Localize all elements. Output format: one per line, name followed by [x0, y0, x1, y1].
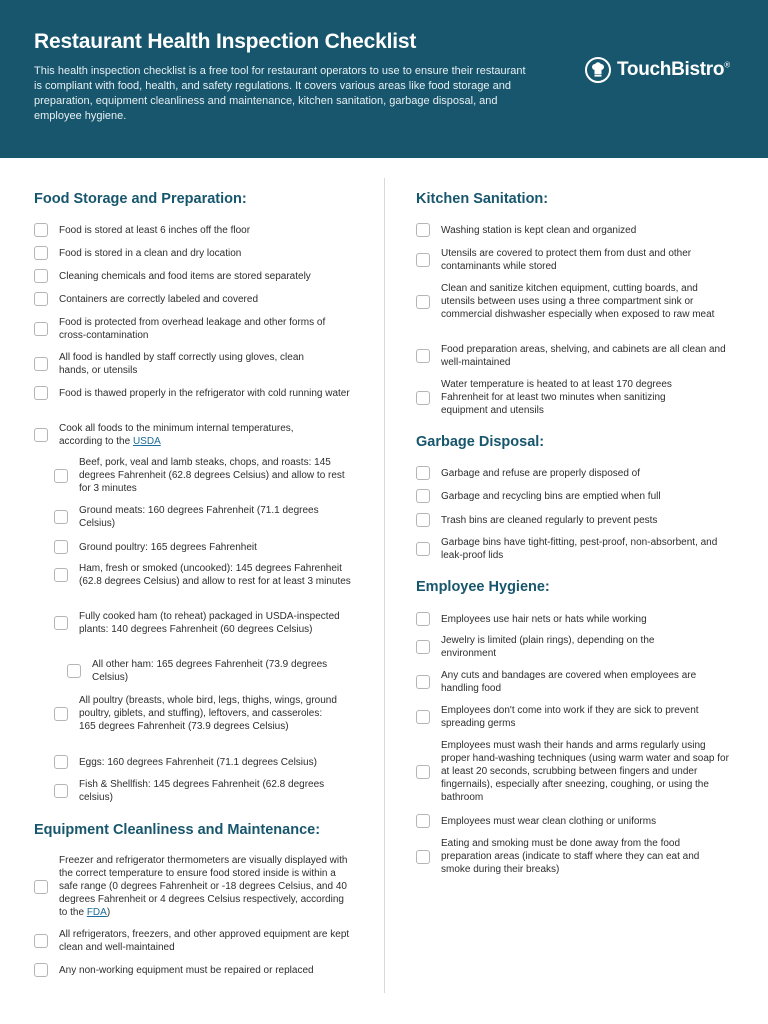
page-description: This health inspection checklist is a free tool for restaurant operators to use to ensure their restaurant is compliant with food, health, and safety regulations. It covers various areas like food storage and preparation, equipment cleanliness and maintenance, kitchen sanitation, garbage disposal, and employee hygiene. — [34, 65, 526, 122]
checklist-item[interactable]: Food is thawed properly in the refrigerator with cold running water — [34, 386, 354, 400]
checkbox-icon[interactable] — [34, 292, 48, 306]
checklist-subitem[interactable]: Ham, fresh or smoked (uncooked): 145 degrees Fahrenheit (62.8 degrees Celsius) and allow to rest for at least 3 minutes — [54, 562, 354, 588]
checkbox-icon[interactable] — [416, 489, 430, 503]
checklist-item[interactable]: Employees use hair nets or hats while working — [416, 612, 736, 626]
checklist-item[interactable]: Freezer and refrigerator thermometers are visually displayed with the correct temperature to ensure food stored inside is within a safe range (0 degrees Fahrenheit or -18 degrees Celsius, and 40 degrees Fahrenheit or 4 degrees Celsius respectively, according to the FDA) — [34, 854, 354, 919]
checkbox-icon[interactable] — [416, 391, 430, 405]
checkbox-icon[interactable] — [34, 934, 48, 948]
brand-name: TouchBistro® — [617, 59, 730, 80]
checklist-subitem[interactable]: Fish & Shellfish: 145 degrees Fahrenheit (62.8 degrees celsius) — [54, 778, 354, 804]
checkbox-icon[interactable] — [416, 814, 430, 828]
checklist-item[interactable]: Cook all foods to the minimum internal temperatures, according to the USDA — [34, 422, 354, 448]
checklist-item[interactable]: Food is stored at least 6 inches off the floor — [34, 223, 354, 237]
checklist-item[interactable]: Washing station is kept clean and organized — [416, 223, 736, 237]
checklist-item[interactable]: Jewelry is limited (plain rings), depending on the environment — [416, 634, 736, 660]
checkbox-icon[interactable] — [34, 963, 48, 977]
checkbox-icon[interactable] — [416, 850, 430, 864]
checkbox-icon[interactable] — [416, 710, 430, 724]
checkbox-icon[interactable] — [34, 322, 48, 336]
checkbox-icon[interactable] — [34, 428, 48, 442]
checkbox-icon[interactable] — [416, 349, 430, 363]
section-title-hygiene: Employee Hygiene: — [416, 579, 550, 595]
checklist-item[interactable]: Food preparation areas, shelving, and cabinets are all clean and well-maintained — [416, 343, 736, 369]
checkbox-icon[interactable] — [416, 223, 430, 237]
chef-hat-icon — [585, 57, 611, 83]
checkbox-icon[interactable] — [416, 640, 430, 654]
checklist-subitem[interactable]: Ground poultry: 165 degrees Fahrenheit — [54, 540, 354, 554]
checklist-item[interactable]: Garbage and refuse are properly disposed of — [416, 466, 736, 480]
checklist-item[interactable]: Any cuts and bandages are covered when employees are handling food — [416, 669, 736, 695]
checklist-item[interactable]: Eating and smoking must be done away from the food preparation areas (indicate to staff where they can eat and smoke during their breaks) — [416, 837, 736, 876]
checkbox-icon[interactable] — [34, 269, 48, 283]
checkbox-icon[interactable] — [34, 386, 48, 400]
checklist-item[interactable]: Food is stored in a clean and dry location — [34, 246, 354, 260]
checklist-subitem[interactable]: Beef, pork, veal and lamb steaks, chops, and roasts: 145 degrees Fahrenheit (62.8 degrees Celsius) and allow to rest for 3 minutes — [54, 456, 354, 495]
fda-link[interactable]: FDA — [86, 907, 107, 918]
section-title-garbage: Garbage Disposal: — [416, 434, 545, 450]
checkbox-icon[interactable] — [34, 357, 48, 371]
checklist-item[interactable]: All food is handled by staff correctly using gloves, clean hands, or utensils — [34, 351, 354, 377]
section-title-kitchen: Kitchen Sanitation: — [416, 191, 549, 207]
checkbox-icon[interactable] — [416, 253, 430, 267]
checkbox-icon[interactable] — [416, 542, 430, 556]
checklist-subitem[interactable]: Eggs: 160 degrees Fahrenheit (71.1 degrees Celsius) — [54, 755, 354, 769]
checkbox-icon[interactable] — [416, 466, 430, 480]
page-title: Restaurant Health Inspection Checklist — [34, 30, 417, 53]
checkbox-icon[interactable] — [34, 246, 48, 260]
usda-link[interactable]: USDA — [132, 436, 161, 447]
checkbox-icon[interactable] — [67, 664, 81, 678]
checklist-item[interactable]: Any non-working equipment must be repaired or replaced — [34, 963, 354, 977]
checkbox-icon[interactable] — [54, 707, 68, 721]
checklist-subitem[interactable]: All other ham: 165 degrees Fahrenheit (73.9 degrees Celsius) — [67, 658, 354, 684]
checklist-subitem[interactable]: Ground meats: 160 degrees Fahrenheit (71.1 degrees Celsius) — [54, 504, 354, 530]
checkbox-icon[interactable] — [416, 675, 430, 689]
section-title-food-storage: Food Storage and Preparation: — [34, 191, 247, 207]
checklist-item[interactable]: Garbage and recycling bins are emptied when full — [416, 489, 736, 503]
checkbox-icon[interactable] — [54, 755, 68, 769]
checkbox-icon[interactable] — [54, 540, 68, 554]
checklist-item[interactable]: Employees don't come into work if they are sick to prevent spreading germs — [416, 704, 736, 730]
checkbox-icon[interactable] — [416, 765, 430, 779]
checkbox-icon[interactable] — [54, 784, 68, 798]
checklist-item[interactable]: Trash bins are cleaned regularly to prevent pests — [416, 513, 736, 527]
brand-logo — [585, 56, 730, 84]
checkbox-icon[interactable] — [54, 568, 68, 582]
checklist-subitem[interactable]: All poultry (breasts, whole bird, legs, thighs, wings, ground poultry, giblets, and stuffing), leftovers, and casseroles: 165 degrees Fahrenheit (73.9 degrees Celsius) — [54, 694, 354, 733]
checkbox-icon[interactable] — [54, 469, 68, 483]
checklist-item[interactable]: Containers are correctly labeled and covered — [34, 292, 354, 306]
section-title-equipment: Equipment Cleanliness and Maintenance: — [34, 822, 321, 838]
checklist-item[interactable]: All refrigerators, freezers, and other approved equipment are kept clean and well-maintained — [34, 928, 354, 954]
checklist-item[interactable]: Cleaning chemicals and food items are stored separately — [34, 269, 354, 283]
checklist-item[interactable]: Food is protected from overhead leakage and other forms of cross-contamination — [34, 316, 354, 342]
checkbox-icon[interactable] — [34, 880, 48, 894]
checkbox-icon[interactable] — [54, 510, 68, 524]
checklist-item[interactable]: Clean and sanitize kitchen equipment, cutting boards, and utensils between uses using a three compartment sink or commercial dishwasher especially when exposed to raw meat — [416, 282, 736, 321]
checklist-item[interactable]: Employees must wear clean clothing or uniforms — [416, 814, 736, 828]
checklist-subitem[interactable]: Fully cooked ham (to reheat) packaged in USDA-inspected plants: 140 degrees Fahrenheit (60 degrees Celsius) — [54, 610, 354, 636]
checkbox-icon[interactable] — [416, 295, 430, 309]
checklist-item[interactable]: Utensils are covered to protect them from dust and other contaminants while stored — [416, 247, 736, 273]
checkbox-icon[interactable] — [34, 223, 48, 237]
checklist-item[interactable]: Water temperature is heated to at least 170 degrees Fahrenheit for at least two minutes when sanitizing equipment and utensils — [416, 378, 736, 417]
checkbox-icon[interactable] — [416, 612, 430, 626]
checkbox-icon[interactable] — [54, 616, 68, 630]
header-banner — [0, 0, 768, 158]
checkbox-icon[interactable] — [416, 513, 430, 527]
checklist-item[interactable]: Employees must wash their hands and arms regularly using proper hand-washing techniques (using warm water and soap for at least 20 seconds, scrubbing between fingers and under fingernails), especially after sneezing, coughing, or using the bathroom — [416, 739, 736, 804]
column-divider — [384, 178, 385, 993]
checklist-item[interactable]: Garbage bins have tight-fitting, pest-proof, non-absorbent, and leak-proof lids — [416, 536, 736, 562]
